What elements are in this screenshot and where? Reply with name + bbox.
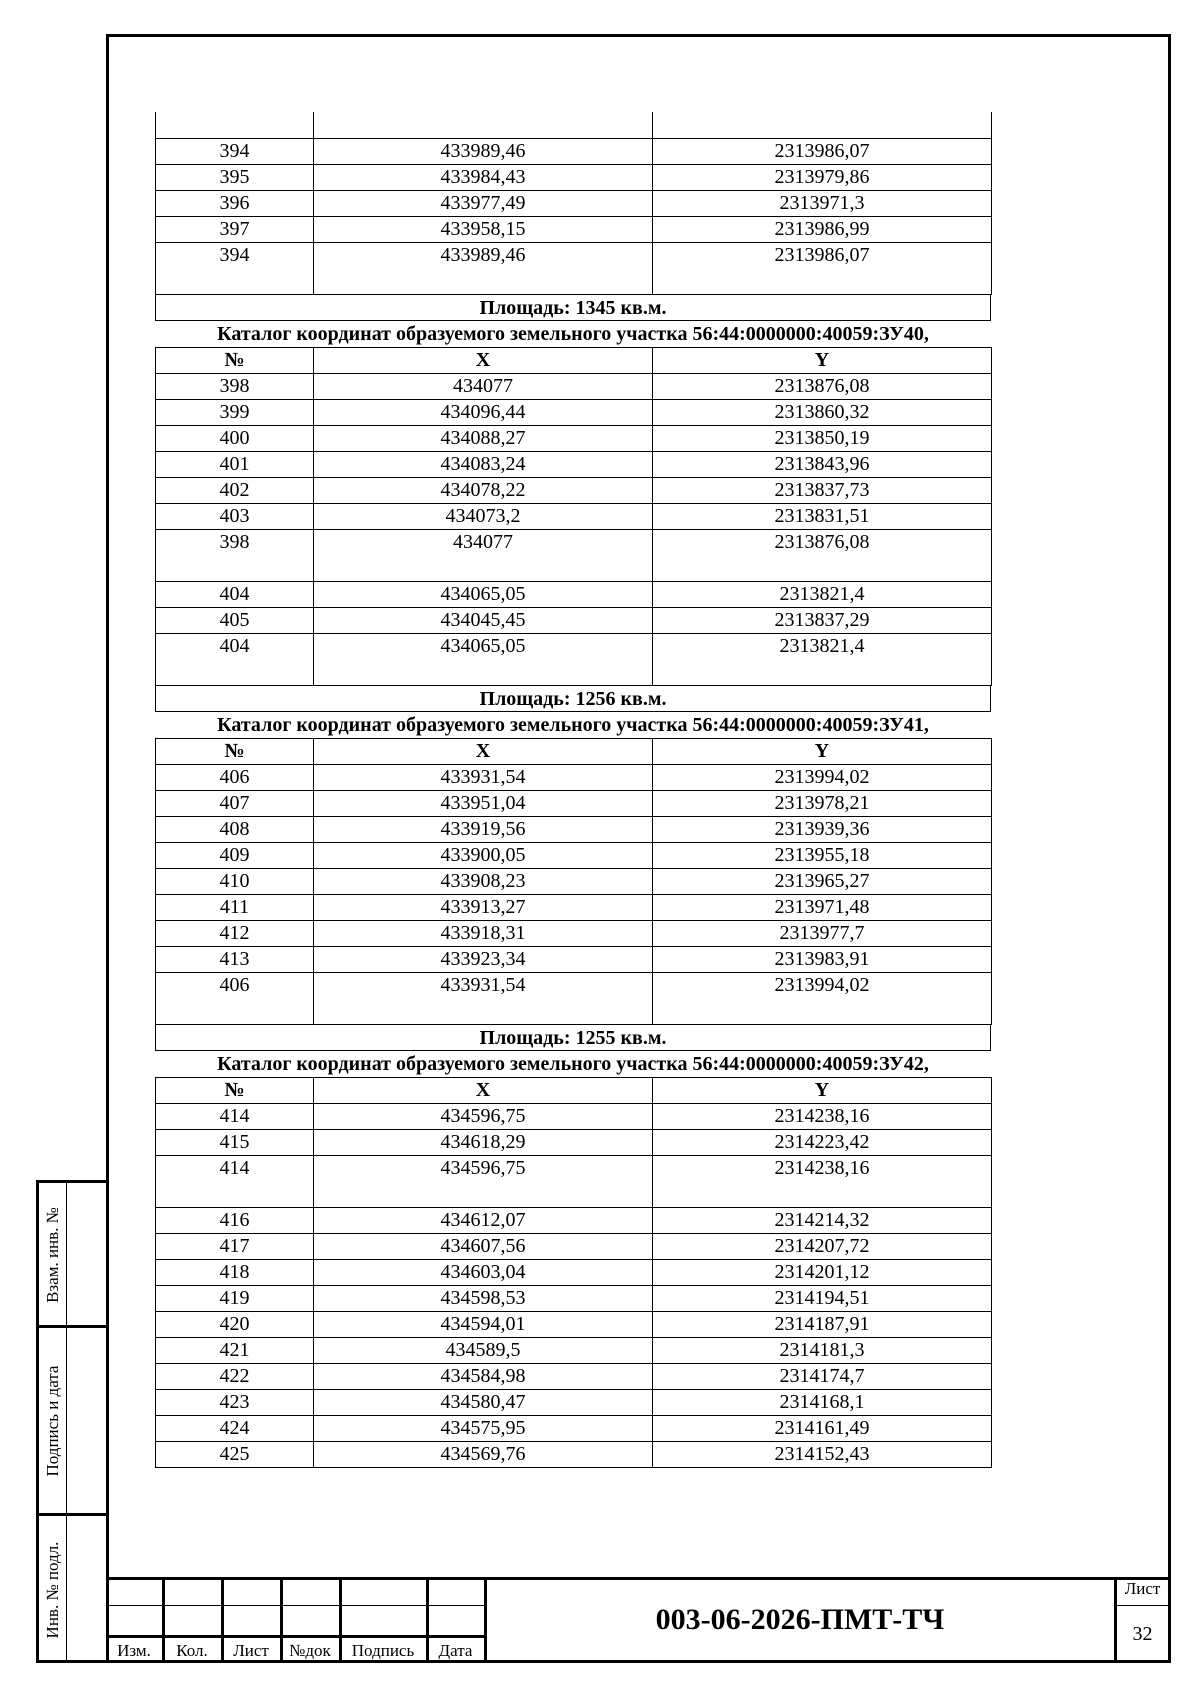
cell-y: 2314207,72 [653,1234,992,1260]
table-row [156,1286,992,1312]
area-label: Площадь: 1345 кв.м. [155,295,991,321]
table-row [156,1312,992,1338]
cell-x: 433951,04 [314,791,653,817]
side-stamp [36,1180,106,1663]
side-cell-sign-date [39,1328,106,1514]
table-row [156,1234,992,1260]
table-row [156,1442,992,1468]
cell-x: 433931,54 [314,973,653,1025]
area-label: Площадь: 1256 кв.м. [155,686,991,712]
table-row [156,817,992,843]
table-row [156,426,992,452]
cell-number: 394 [156,243,314,295]
cell-y: 2313837,73 [653,478,992,504]
cell-x: 434618,29 [314,1130,653,1156]
cell-x: 433989,46 [314,139,653,165]
cell-number: 421 [156,1338,314,1364]
cell-x: 434065,05 [314,582,653,608]
cell-y: 2314223,42 [653,1130,992,1156]
cell-number: 414 [156,1156,314,1208]
cell-y: 2314201,12 [653,1260,992,1286]
tb-col-sheet: Лист [233,1641,269,1660]
table-row-continuation [156,112,992,139]
table-row [156,1156,992,1208]
cell-number: 401 [156,452,314,478]
table-row [156,504,992,530]
table-row [156,582,992,608]
cell-number: 405 [156,608,314,634]
table-row [156,452,992,478]
header-number: № [156,1078,314,1104]
cell-y: 2313860,32 [653,400,992,426]
cell-number: 411 [156,895,314,921]
table-row [156,1104,992,1130]
tb-col-date: Дата [438,1641,473,1660]
cell-x: 434045,45 [314,608,653,634]
cell-y: 2314194,51 [653,1286,992,1312]
catalog-title: Каталог координат образуемого земельного участка 56:44:0000000:40059:ЗУ40, [217,323,929,345]
cell-y: 2314174,7 [653,1364,992,1390]
cell-y: 2313821,4 [653,582,992,608]
table-header-row [156,1078,992,1104]
cell-number: 406 [156,973,314,1025]
cell-y: 2313876,08 [653,374,992,400]
cell-y: 2313977,7 [653,921,992,947]
header-y: Y [653,739,992,765]
cell-number: 408 [156,817,314,843]
cell-number: 398 [156,530,314,582]
side-label-inv-orig: Инв. № подл. [42,1541,62,1638]
table-row [156,608,992,634]
cell-x: 433958,15 [314,217,653,243]
table-row [156,400,992,426]
cell-x: 433989,46 [314,243,653,295]
table-row [156,634,992,686]
table-row [156,374,992,400]
table-row [156,1364,992,1390]
cell-x: 433918,31 [314,921,653,947]
header-y: Y [653,348,992,374]
table-row [156,1260,992,1286]
table-row [156,895,992,921]
cell-y: 2313850,19 [653,426,992,452]
cell-x: 433919,56 [314,817,653,843]
table-row [156,1338,992,1364]
cell-number: 410 [156,869,314,895]
coordinates-table [155,112,992,295]
cell-x: 434596,75 [314,1104,653,1130]
table-row [156,973,992,1025]
cell-number: 423 [156,1390,314,1416]
cell-y: 2313978,21 [653,791,992,817]
cell-y: 2313843,96 [653,452,992,478]
document-number: 003-06-2026-ПМТ-ТЧ [655,1603,945,1636]
tb-col-sign: Подпись [351,1641,415,1660]
cell-y: 2314181,3 [653,1338,992,1364]
tb-col-change: Изм. [117,1641,151,1660]
tb-col-count: Кол. [176,1641,208,1660]
cell-number: 409 [156,843,314,869]
cell-y: 2313965,27 [653,869,992,895]
side-cell-inv-orig [39,1516,106,1663]
cell-number: 400 [156,426,314,452]
cell-y: 2313994,02 [653,973,992,1025]
table-row [156,1416,992,1442]
cell-x: 434589,5 [314,1338,653,1364]
sheet-number: 32 [1132,1623,1153,1645]
cell-x: 433913,27 [314,895,653,921]
cell-x: 434077 [314,530,653,582]
cell-y: 2314187,91 [653,1312,992,1338]
cell-x: 434078,22 [314,478,653,504]
cell-number: 397 [156,217,314,243]
table-row [156,791,992,817]
cell-x: 434596,75 [314,1156,653,1208]
cell-y: 2313955,18 [653,843,992,869]
table-row [156,1130,992,1156]
cell-number: 394 [156,139,314,165]
cell-x: 434073,2 [314,504,653,530]
cell-y: 2314238,16 [653,1104,992,1130]
cell-number: 398 [156,374,314,400]
cell-number: 395 [156,165,314,191]
cell-number: 404 [156,582,314,608]
side-label-replace-inv: Взам. инв. № [42,1207,62,1303]
cell-y: 2313979,86 [653,165,992,191]
cell-x: 433977,49 [314,191,653,217]
table-row [156,530,992,582]
cell-number: 396 [156,191,314,217]
cell-x: 434607,56 [314,1234,653,1260]
cell-y: 2313986,07 [653,243,992,295]
cell-number: 406 [156,765,314,791]
tb-col-doc: №док [289,1641,331,1660]
cell-number: 403 [156,504,314,530]
cell-x: 433984,43 [314,165,653,191]
area-label: Площадь: 1255 кв.м. [155,1025,991,1051]
catalog-title: Каталог координат образуемого земельного участка 56:44:0000000:40059:ЗУ41, [217,714,929,736]
header-y: Y [653,1078,992,1104]
header-x: X [314,1078,653,1104]
cell-number: 415 [156,1130,314,1156]
cell-number: 419 [156,1286,314,1312]
table-row [156,1390,992,1416]
header-x: X [314,739,653,765]
cell-number: 413 [156,947,314,973]
cell-x: 434603,04 [314,1260,653,1286]
table-row [156,921,992,947]
table-row [156,478,992,504]
cell-y: 2314214,32 [653,1208,992,1234]
table-header-row [156,348,992,374]
header-number: № [156,348,314,374]
cell-x: 434096,44 [314,400,653,426]
cell-number: 414 [156,1104,314,1130]
cell-y: 2313994,02 [653,765,992,791]
table-row [156,217,992,243]
cell-y: 2313837,29 [653,608,992,634]
table-row [156,765,992,791]
cell-y: 2313831,51 [653,504,992,530]
coordinates-table [155,347,992,686]
cell-y: 2313983,91 [653,947,992,973]
cell-x: 434569,76 [314,1442,653,1468]
cell-number: 418 [156,1260,314,1286]
cell-y: 2313986,99 [653,217,992,243]
cell-number: 420 [156,1312,314,1338]
cell-number: 399 [156,400,314,426]
cell-y: 2313971,48 [653,895,992,921]
cell-x: 433908,23 [314,869,653,895]
header-number: № [156,739,314,765]
cell-y: 2314161,49 [653,1416,992,1442]
cell-y: 2313876,08 [653,530,992,582]
cell-number: 416 [156,1208,314,1234]
table-header-row [156,739,992,765]
table-row [156,843,992,869]
cell-number: 422 [156,1364,314,1390]
cell-x: 434584,98 [314,1364,653,1390]
title-block [106,1577,1171,1663]
cell-y: 2313939,36 [653,817,992,843]
cell-x: 434580,47 [314,1390,653,1416]
cell-x: 433931,54 [314,765,653,791]
cell-y: 2314152,43 [653,1442,992,1468]
table-row [156,1208,992,1234]
table-row [156,947,992,973]
cell-y: 2314238,16 [653,1156,992,1208]
cell-y: 2313971,3 [653,191,992,217]
header-x: X [314,348,653,374]
table-row [156,243,992,295]
cell-number: 407 [156,791,314,817]
table-row [156,869,992,895]
sheet-label: Лист [1124,1579,1161,1598]
cell-x: 434575,95 [314,1416,653,1442]
cell-number: 412 [156,921,314,947]
cell-x: 434083,24 [314,452,653,478]
cell-x: 434612,07 [314,1208,653,1234]
cell-x: 434065,05 [314,634,653,686]
cell-x: 434594,01 [314,1312,653,1338]
cell-number: 424 [156,1416,314,1442]
cell-y: 2313986,07 [653,139,992,165]
coordinates-table [155,1077,992,1468]
cell-x: 434598,53 [314,1286,653,1312]
cell-x: 434077 [314,374,653,400]
cell-y: 2313821,4 [653,634,992,686]
side-label-sign-date: Подпись и дата [42,1365,62,1477]
table-row [156,165,992,191]
table-row [156,139,992,165]
cell-number: 402 [156,478,314,504]
cell-x: 433900,05 [314,843,653,869]
cell-x: 434088,27 [314,426,653,452]
catalog-title: Каталог координат образуемого земельного участка 56:44:0000000:40059:ЗУ42, [217,1053,929,1075]
table-row [156,191,992,217]
coordinates-table [155,738,992,1025]
cell-x: 433923,34 [314,947,653,973]
document-content [155,112,991,1468]
cell-number: 425 [156,1442,314,1468]
cell-y: 2314168,1 [653,1390,992,1416]
side-cell-replace-inv [39,1183,106,1327]
cell-number: 404 [156,634,314,686]
cell-number: 417 [156,1234,314,1260]
